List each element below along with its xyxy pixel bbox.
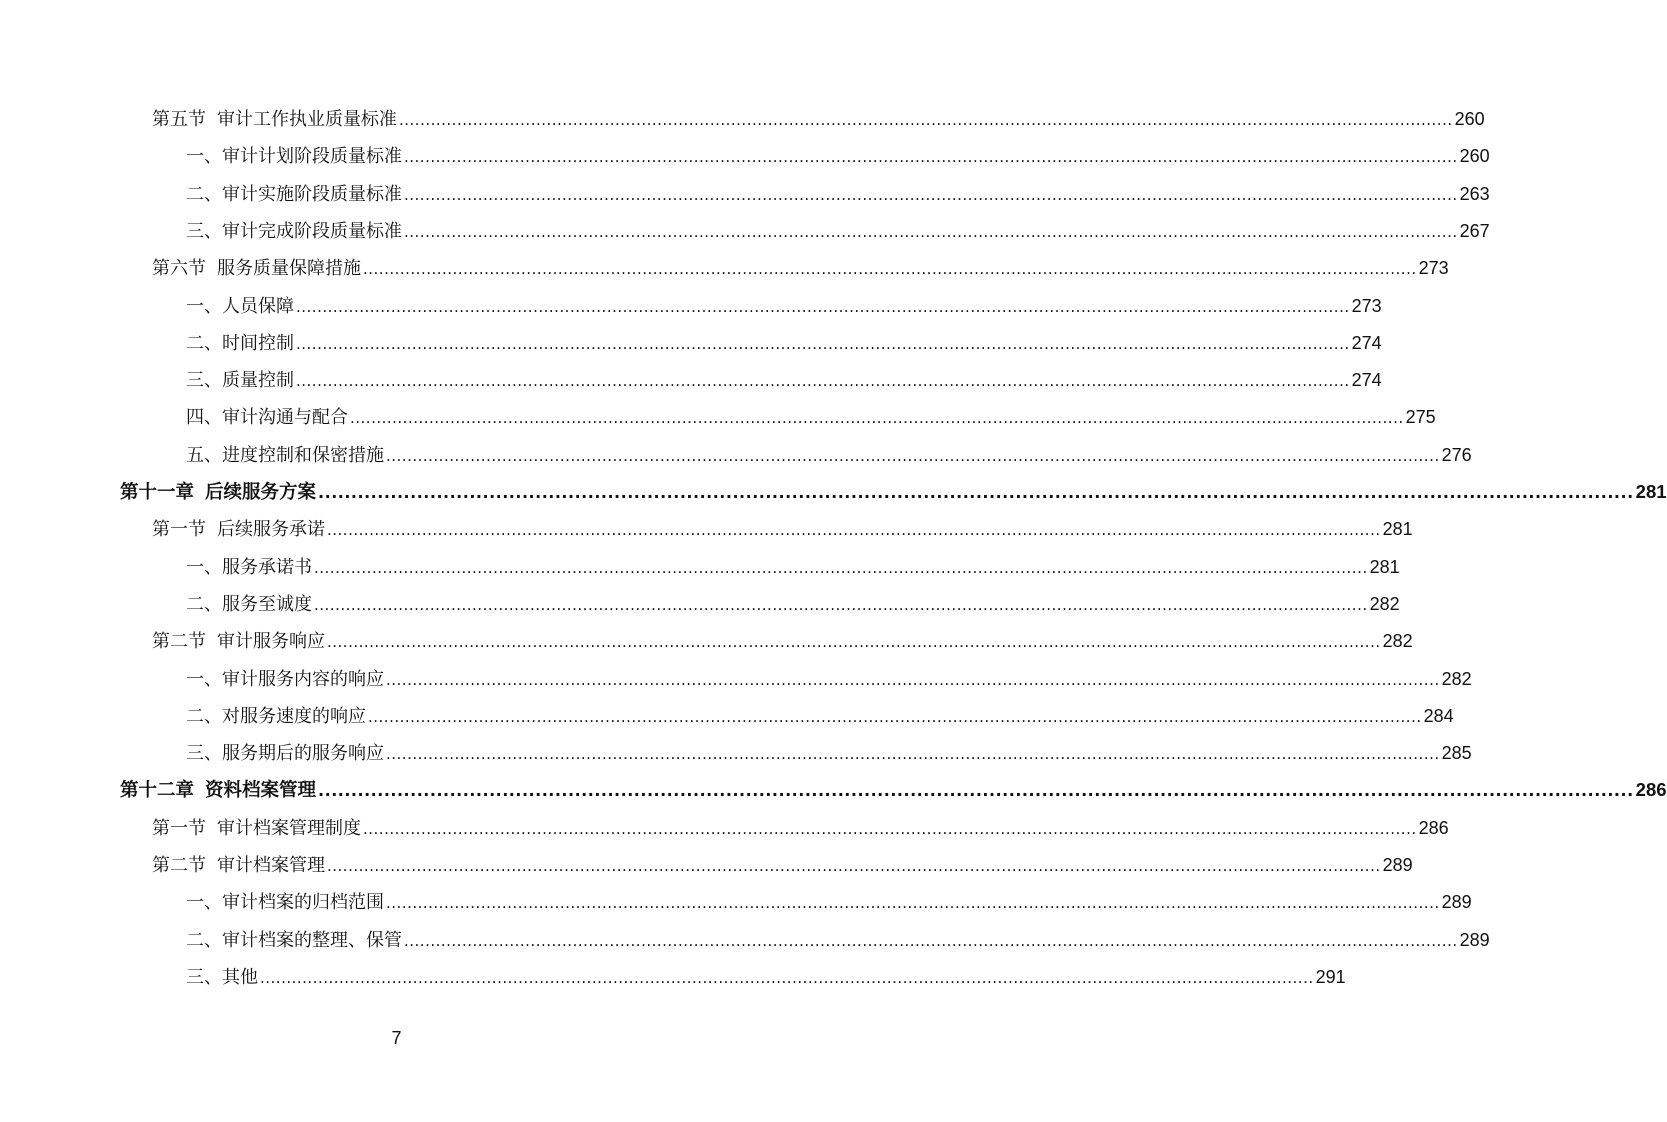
toc-entry-number: 一、: [186, 668, 222, 690]
toc-entry-title: 其他: [222, 966, 258, 988]
toc-entry-page: 289: [1382, 855, 1413, 875]
toc-dot-leader: ........................................................................................................................................................................................................: [296, 372, 1350, 391]
toc-entry-page: 273: [1351, 295, 1382, 316]
toc-entry-page: 284: [1423, 705, 1454, 726]
toc-entry-section[interactable]: [152, 253, 1449, 283]
toc-entry-page: 274: [1351, 332, 1382, 353]
toc-entry-title: 服务期后的服务响应: [222, 743, 384, 765]
toc-entry-chapter[interactable]: [120, 775, 1667, 805]
toc-dot-leader: ........................................................................................................................................................................................................: [404, 148, 1458, 167]
toc-entry-item[interactable]: [186, 365, 1382, 395]
toc-entry-number: 三、: [186, 966, 222, 988]
toc-entry-page: 260: [1454, 109, 1485, 129]
toc-entry-section[interactable]: [152, 813, 1449, 843]
toc-dot-leader: ........................................................................................................................................................................................................: [350, 409, 1404, 428]
toc-entry-number: 第六节: [152, 258, 206, 280]
toc-entry-section[interactable]: [152, 514, 1413, 544]
toc-entry-number: 第一节: [152, 817, 206, 839]
toc-dot-leader: ........................................................................................................................................................................................................: [386, 894, 1440, 913]
toc-entry-page: 263: [1459, 183, 1490, 204]
toc-entry-title: 审计工作执业质量标准: [217, 109, 397, 130]
toc-entry-number: 一、: [186, 295, 222, 317]
toc-entry-item[interactable]: [186, 962, 1346, 992]
toc-entry-item[interactable]: [186, 141, 1490, 171]
toc-entry-number: 四、: [186, 407, 222, 429]
toc-entry-title: 后续服务承诺: [217, 519, 325, 541]
toc-entry-number: 五、: [186, 444, 222, 466]
toc-entry-title: 服务质量保障措施: [217, 258, 361, 280]
toc-entry-page: 281: [1369, 556, 1400, 577]
toc-dot-leader: ........................................................................................................................................................................................................: [296, 334, 1350, 353]
toc-entry-title: 对服务速度的响应: [222, 705, 366, 727]
toc-entry-number: 第二节: [152, 855, 206, 876]
toc-dot-leader: ........................................................................................................................................................................................................: [386, 446, 1440, 465]
toc-entry-title: 质量控制: [222, 370, 294, 392]
toc-entry-page: 267: [1459, 220, 1490, 241]
toc-entry-number: 三、: [186, 370, 222, 392]
toc-entry-page: 281: [1635, 481, 1667, 502]
toc-entry-page: 276: [1441, 444, 1472, 465]
toc-entry-page: 286: [1635, 779, 1667, 801]
toc-entry-number: 第二节: [152, 631, 206, 653]
toc-entry-page: 286: [1418, 817, 1449, 838]
toc-dot-leader: ........................................................................................................................................................................................................: [260, 968, 1314, 987]
toc-entry-page: 289: [1459, 929, 1490, 950]
toc-entry-item[interactable]: [186, 552, 1400, 582]
page-number: 7: [391, 1028, 402, 1048]
toc-entry-title: 服务承诺书: [222, 556, 312, 578]
toc-entry-item[interactable]: [186, 701, 1454, 731]
toc-entry-number: 三、: [186, 743, 222, 765]
toc-entry-title: 后续服务方案: [205, 482, 317, 503]
toc-entry-page: 260: [1459, 146, 1490, 167]
toc-dot-leader: ........................................................................................................................................................................................................: [318, 781, 1634, 801]
toc-entry-item[interactable]: [186, 291, 1382, 321]
toc-entry-number: 二、: [186, 705, 222, 727]
toc-entry-item[interactable]: [186, 887, 1472, 917]
toc-entry-section[interactable]: [152, 850, 1413, 880]
toc-dot-leader: ........................................................................................................................................................................................................: [363, 260, 1417, 279]
toc-entry-title: 时间控制: [222, 332, 294, 354]
toc-entry-number: 二、: [186, 183, 222, 205]
toc-dot-leader: ........................................................................................................................................................................................................: [363, 819, 1417, 838]
toc-entry-number: 二、: [186, 332, 222, 354]
toc-entry-title: 审计服务响应: [217, 631, 325, 653]
toc-entry-number: 一、: [186, 556, 222, 578]
toc-entry-number: 第五节: [152, 109, 206, 130]
toc-entry-page: 289: [1441, 892, 1472, 913]
toc-entry-page: 282: [1382, 631, 1413, 652]
toc-entry-title: 资料档案管理: [205, 780, 317, 802]
toc-entry-page: 282: [1369, 593, 1400, 614]
toc-dot-leader: ........................................................................................................................................................................................................: [386, 745, 1440, 764]
toc-entry-title: 审计档案管理制度: [217, 817, 361, 839]
toc-dot-leader: ........................................................................................................................................................................................................: [386, 670, 1440, 689]
toc-entry-page: 281: [1382, 519, 1413, 540]
toc-entry-title: 审计档案管理: [217, 855, 325, 876]
toc-entry-page: 275: [1405, 407, 1436, 428]
toc-entry-number: 一、: [186, 892, 222, 914]
toc-entry-item[interactable]: [186, 589, 1400, 619]
toc-entry-title: 审计服务内容的响应: [222, 668, 384, 690]
toc-entry-chapter[interactable]: [120, 477, 1667, 507]
toc-entry-title: 审计沟通与配合: [222, 407, 348, 429]
toc-entry-page: 291: [1315, 966, 1346, 987]
toc-entry-number: 第一节: [152, 519, 206, 541]
toc-dot-leader: ........................................................................................................................................................................................................: [296, 297, 1350, 316]
toc-entry-page: 285: [1441, 743, 1472, 764]
toc-entry-title: 审计计划阶段质量标准: [222, 146, 402, 168]
toc-dot-leader: ........................................................................................................................................................................................................: [318, 483, 1634, 502]
toc-dot-leader: ........................................................................................................................................................................................................: [314, 558, 1368, 577]
toc-entry-title: 服务至诚度: [222, 593, 312, 615]
toc-dot-leader: ........................................................................................................................................................................................................: [327, 857, 1381, 875]
toc-dot-leader: ........................................................................................................................................................................................................: [327, 521, 1381, 540]
toc-entry-page: 282: [1441, 668, 1472, 689]
toc-entry-title: 审计实施阶段质量标准: [222, 183, 402, 205]
toc-entry-title: 审计档案的整理、保管: [222, 929, 402, 951]
toc-entry-number: 二、: [186, 593, 222, 615]
toc-entry-number: 三、: [186, 220, 222, 242]
toc-entry-page: 273: [1418, 258, 1449, 279]
toc-dot-leader: ........................................................................................................................................................................................................: [404, 185, 1458, 204]
toc-entry-title: 审计完成阶段质量标准: [222, 220, 402, 242]
toc-entry-item[interactable]: [186, 440, 1472, 470]
toc-entry-item[interactable]: [186, 738, 1472, 768]
toc-dot-leader: ........................................................................................................................................................................................................: [404, 222, 1458, 241]
toc-dot-leader: ........................................................................................................................................................................................................: [314, 595, 1368, 614]
toc-entry-item[interactable]: [186, 925, 1490, 955]
toc-dot-leader: ........................................................................................................................................................................................................: [404, 931, 1458, 950]
toc-entry-title: 人员保障: [222, 295, 294, 317]
toc-dot-leader: ........................................................................................................................................................................................................: [368, 707, 1422, 726]
toc-dot-leader: ........................................................................................................................................................................................................: [399, 111, 1453, 129]
toc-entry-section[interactable]: [152, 104, 1485, 134]
toc-entry-number: 二、: [186, 929, 222, 951]
toc-entry-title: 进度控制和保密措施: [222, 444, 384, 466]
toc-entry-title: 审计档案的归档范围: [222, 892, 384, 914]
toc-entry-item[interactable]: [186, 179, 1490, 209]
toc-dot-leader: ........................................................................................................................................................................................................: [327, 633, 1381, 652]
toc-entry-number: 第十二章: [120, 780, 195, 802]
toc-entry-item[interactable]: [186, 328, 1382, 358]
toc-entry-item[interactable]: [186, 664, 1472, 694]
toc-entry-page: 274: [1351, 370, 1382, 391]
toc-entry-section[interactable]: [152, 626, 1413, 656]
toc-entry-item[interactable]: [186, 216, 1490, 246]
toc-entry-number: 一、: [186, 146, 222, 168]
toc-entry-number: 第十一章: [120, 482, 195, 503]
toc-entry-item[interactable]: [186, 402, 1436, 432]
